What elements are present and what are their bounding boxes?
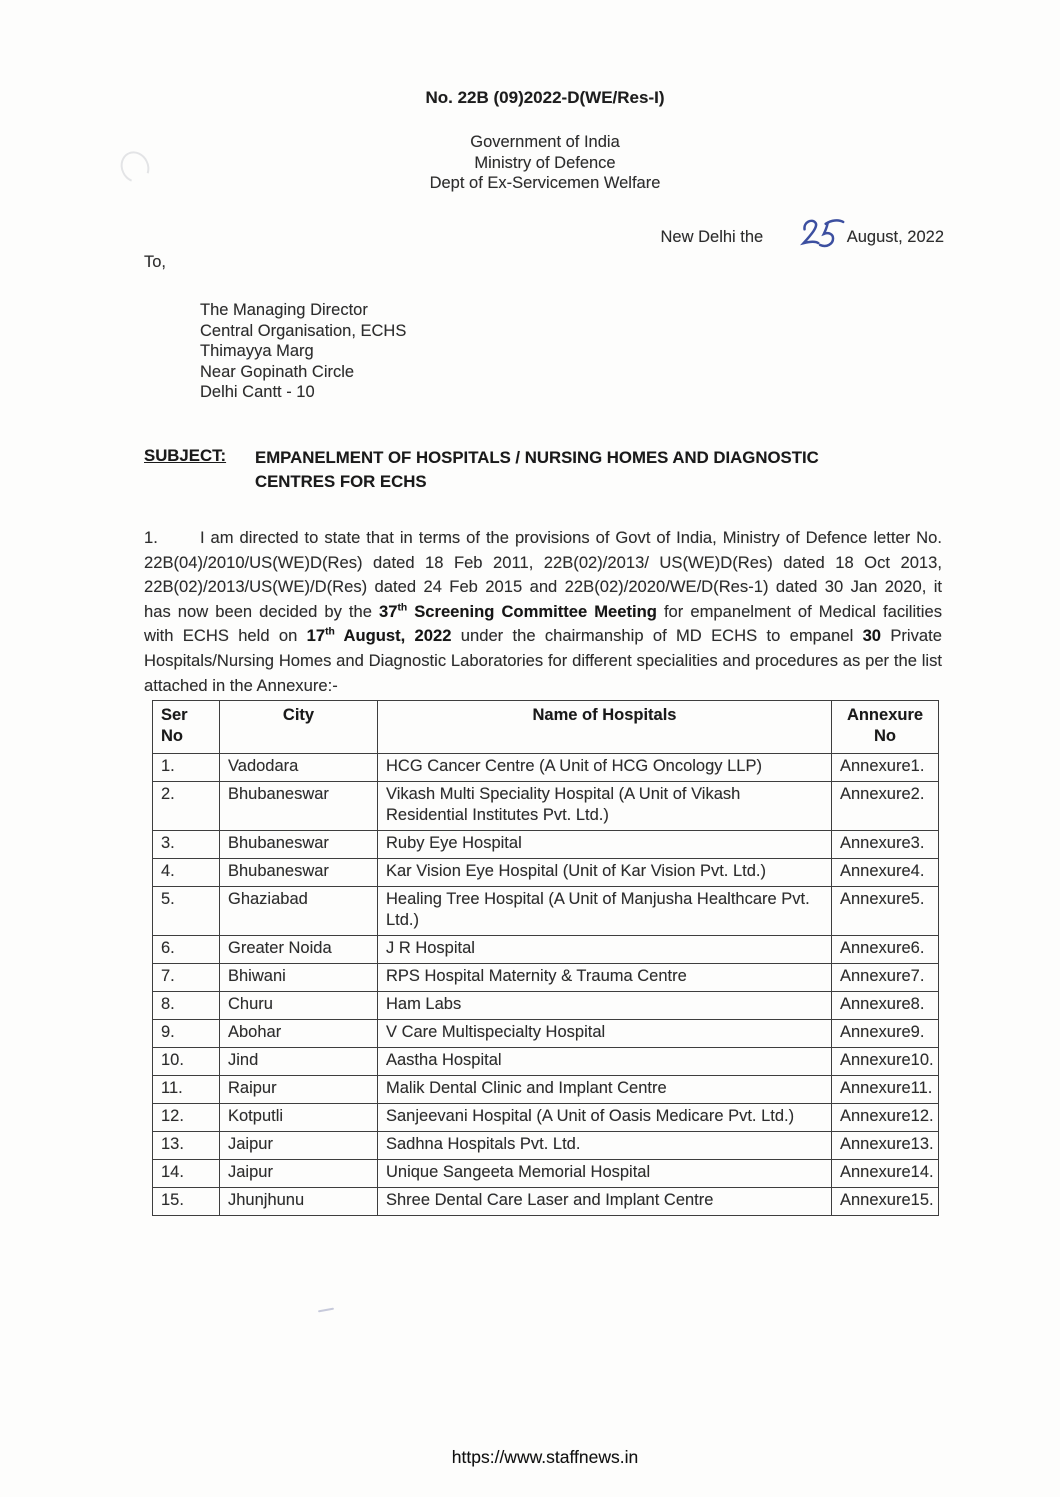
paragraph-segment: August, 2022 — [334, 626, 452, 646]
annexure-wrap — [840, 1190, 934, 1211]
annexure-label: Annexure — [840, 834, 911, 852]
cell-ser-no: 12. — [153, 1104, 220, 1132]
annexure-wrap — [840, 889, 930, 910]
body-paragraph — [144, 526, 942, 698]
table-row — [153, 1188, 939, 1216]
handwritten-25-ink — [799, 215, 845, 251]
superscript: th — [397, 602, 408, 614]
annexure-number: 6. — [910, 939, 925, 957]
annexure-number: 4. — [910, 862, 925, 880]
cell-hospital-name: Sanjeevani Hospital (A Unit of Oasis Medicare Pvt. Ltd.) — [378, 1104, 832, 1132]
subject-text: EMPANELMENT OF HOSPITALS / NURSING HOMES AND DIAGNOSTIC CENTRES FOR ECHS — [255, 448, 819, 491]
header-city: City — [220, 701, 378, 754]
annexure-label: Annexure — [840, 785, 911, 803]
annexure-number: 10. — [910, 1051, 934, 1069]
cell-annexure — [832, 992, 939, 1020]
cell-annexure — [832, 782, 939, 831]
paragraph-segment: Screening Committee Meeting — [407, 601, 657, 621]
header-annexure-no: Annexure No — [832, 701, 939, 754]
cell-hospital-name: Healing Tree Hospital (A Unit of Manjusha Healthcare Pvt. Ltd.) — [378, 887, 832, 936]
address-line: Near Gopinath Circle — [200, 362, 355, 381]
org-line: Government of India — [470, 133, 620, 151]
cell-city: Vadodara — [220, 754, 378, 782]
cell-annexure — [832, 1048, 939, 1076]
cell-city: Greater Noida — [220, 936, 378, 964]
annexure-number: 9. — [910, 1023, 925, 1041]
table-row — [153, 1104, 939, 1132]
cell-hospital-name: Malik Dental Clinic and Implant Centre — [378, 1076, 832, 1104]
annexure-wrap — [840, 861, 930, 882]
cell-ser-no: 2. — [153, 782, 220, 831]
cell-annexure — [832, 1160, 939, 1188]
annexure-number: 3. — [910, 834, 925, 852]
table-row — [153, 1076, 939, 1104]
cell-hospital-name: Vikash Multi Speciality Hospital (A Unit of Vikash Residential Institutes Pvt. Ltd.) — [378, 782, 832, 831]
table-row — [153, 1160, 939, 1188]
salutation: To, — [144, 253, 167, 271]
annexure-number: 2. — [910, 785, 925, 803]
cell-city: Bhiwani — [220, 964, 378, 992]
org-line: Ministry of Defence — [474, 153, 616, 172]
cell-city: Jhunjhunu — [220, 1188, 378, 1216]
annexure-number: 7. — [910, 967, 925, 985]
table-row — [153, 887, 939, 936]
cell-ser-no: 4. — [153, 859, 220, 887]
cell-hospital-name: Shree Dental Care Laser and Implant Centre — [378, 1188, 832, 1216]
hospitals-table — [152, 700, 939, 1216]
annexure-number: 11. — [910, 1079, 933, 1097]
address-line: Thimayya Marg — [200, 342, 314, 361]
annexure-label: Annexure — [840, 1107, 911, 1125]
cell-ser-no: 10. — [153, 1048, 220, 1076]
cell-ser-no: 7. — [153, 964, 220, 992]
dateline-suffix: August, 2022 — [846, 228, 944, 246]
annexure-wrap — [840, 1134, 934, 1155]
annexure-label: Annexure — [840, 1191, 911, 1209]
paragraph-segment: under the chairmanship of MD ECHS to empanel — [451, 626, 863, 646]
cell-hospital-name: Ruby Eye Hospital — [378, 831, 832, 859]
annexure-wrap — [840, 994, 930, 1015]
org-line: Dept of Ex-Servicemen Welfare — [429, 174, 661, 192]
handwritten-day — [771, 196, 845, 275]
dateline — [661, 204, 944, 271]
cell-ser-no: 13. — [153, 1132, 220, 1160]
annexure-wrap — [840, 833, 930, 854]
table-row — [153, 1132, 939, 1160]
cell-hospital-name: Ham Labs — [378, 992, 832, 1020]
annexure-number: 13. — [910, 1135, 934, 1153]
cell-ser-no: 1. — [153, 754, 220, 782]
cell-hospital-name: Sadhna Hospitals Pvt. Ltd. — [378, 1132, 832, 1160]
dateline-prefix: New Delhi the — [660, 228, 764, 246]
table-row — [153, 1048, 939, 1076]
cell-ser-no: 3. — [153, 831, 220, 859]
table-row — [153, 936, 939, 964]
annexure-number: 15. — [910, 1191, 934, 1209]
annexure-wrap — [840, 938, 930, 959]
cell-hospital-name: HCG Cancer Centre (A Unit of HCG Oncology LLP) — [378, 754, 832, 782]
paragraph-segment: for empanelment of Medical facilities with ECHS held on — [144, 601, 942, 646]
annexure-number: 1. — [910, 757, 925, 775]
cell-city: Kotputli — [220, 1104, 378, 1132]
paragraph-segment: 30 — [862, 626, 882, 646]
annexure-number: 5. — [910, 890, 925, 908]
paragraph-segment: I am directed to state that in terms of the provisions of Govt of India, Ministry of Defence letter No. 22B(04)/2010/US(WE)D(Res) dated 18 Feb 2011, 22B(02)/2013/ US(WE)D(Res) dated 18 Oct 2013, 22B(02)/2013/US(WE)/D(Res) dated 24 Feb 2015 and 22B(02)/2020/WE/D(Res-1) dated 30 Jan 2020, it has now been decided by the — [144, 528, 942, 621]
cell-city: Bhubaneswar — [220, 859, 378, 887]
cell-city: Bhubaneswar — [220, 831, 378, 859]
annexure-label: Annexure — [840, 939, 911, 957]
annexure-wrap — [840, 1162, 934, 1183]
annexure-label: Annexure — [840, 967, 911, 985]
cell-city: Raipur — [220, 1076, 378, 1104]
annexure-label: Annexure — [840, 1079, 911, 1097]
table-row — [153, 831, 939, 859]
cell-ser-no: 5. — [153, 887, 220, 936]
annexure-number: 8. — [910, 995, 925, 1013]
cell-hospital-name: Kar Vision Eye Hospital (Unit of Kar Vision Pvt. Ltd.) — [378, 859, 832, 887]
annexure-wrap — [840, 1106, 934, 1127]
cell-annexure — [832, 1020, 939, 1048]
annexure-label: Annexure — [840, 1163, 911, 1181]
cell-annexure — [832, 1132, 939, 1160]
paragraph-number: 1. — [144, 528, 158, 547]
superscript: th — [325, 626, 335, 638]
annexure-label: Annexure — [840, 1135, 911, 1153]
cell-annexure — [832, 831, 939, 859]
reference-number: No. 22B (09)2022-D(WE/Res-I) — [425, 88, 665, 107]
paragraph-segment — [325, 626, 335, 645]
scan-dash-artifact — [318, 1308, 334, 1313]
cell-ser-no: 9. — [153, 1020, 220, 1048]
cell-annexure — [832, 754, 939, 782]
paragraph-segment — [397, 602, 407, 621]
cell-annexure — [832, 859, 939, 887]
header-hospital: Name of Hospitals — [378, 701, 832, 754]
annexure-wrap — [840, 756, 930, 777]
cell-hospital-name: V Care Multispecialty Hospital — [378, 1020, 832, 1048]
cell-ser-no: 15. — [153, 1188, 220, 1216]
cell-annexure — [832, 1188, 939, 1216]
cell-ser-no: 6. — [153, 936, 220, 964]
annexure-label: Annexure — [840, 995, 911, 1013]
organisation-header — [30, 132, 1060, 194]
cell-city: Jaipur — [220, 1132, 378, 1160]
annexure-wrap — [840, 784, 930, 805]
table-row — [153, 859, 939, 887]
annexure-wrap — [840, 1022, 930, 1043]
annexure-label: Annexure — [840, 1051, 911, 1069]
annexure-label: Annexure — [840, 1023, 911, 1041]
address-line: The Managing Director — [200, 301, 368, 319]
paragraph-segment: Private Hospitals/Nursing Homes and Diagnostic Laboratories for different specialities and procedures as per the list attached in the Annexure:- — [144, 626, 942, 695]
cell-annexure — [832, 1076, 939, 1104]
paragraph-segment: 37 — [378, 601, 398, 621]
cell-annexure — [832, 936, 939, 964]
cell-annexure — [832, 1104, 939, 1132]
annexure-wrap — [840, 1050, 934, 1071]
annexure-wrap — [840, 1078, 933, 1099]
cell-city: Jind — [220, 1048, 378, 1076]
annexure-label: Annexure — [840, 890, 911, 908]
cell-annexure — [832, 964, 939, 992]
paragraph-text — [144, 528, 942, 695]
cell-city: Jaipur — [220, 1160, 378, 1188]
cell-city: Bhubaneswar — [220, 782, 378, 831]
annexure-number: 14. — [910, 1163, 934, 1181]
header-ser-no: Ser No — [153, 701, 220, 754]
cell-ser-no: 14. — [153, 1160, 220, 1188]
paragraph-segment: 17 — [306, 626, 326, 646]
staffnews-link[interactable]: https://www.staffnews.in — [451, 1447, 639, 1467]
cell-annexure — [832, 887, 939, 936]
cell-ser-no: 11. — [153, 1076, 220, 1104]
annexure-label: Annexure — [840, 862, 911, 880]
table-row — [153, 782, 939, 831]
subject-label: SUBJECT: — [144, 446, 227, 465]
cell-city: Churu — [220, 992, 378, 1020]
cell-hospital-name: Unique Sangeeta Memorial Hospital — [378, 1160, 832, 1188]
annexure-label: Annexure — [840, 757, 911, 775]
cell-hospital-name: Aastha Hospital — [378, 1048, 832, 1076]
annexure-wrap — [840, 966, 930, 987]
cell-city: Abohar — [220, 1020, 378, 1048]
table-row — [153, 964, 939, 992]
cell-city: Ghaziabad — [220, 887, 378, 936]
cell-hospital-name: J R Hospital — [378, 936, 832, 964]
footer-url — [30, 1447, 1060, 1468]
table-header-row — [153, 701, 939, 754]
table-row — [153, 992, 939, 1020]
address-line: Delhi Cantt - 10 — [200, 383, 315, 402]
cell-ser-no: 8. — [153, 992, 220, 1020]
recipient-address — [200, 300, 406, 403]
table-row — [153, 754, 939, 782]
annexure-number: 12. — [910, 1107, 934, 1125]
table-row — [153, 1020, 939, 1048]
cell-hospital-name: RPS Hospital Maternity & Trauma Centre — [378, 964, 832, 992]
address-line: Central Organisation, ECHS — [200, 321, 407, 340]
